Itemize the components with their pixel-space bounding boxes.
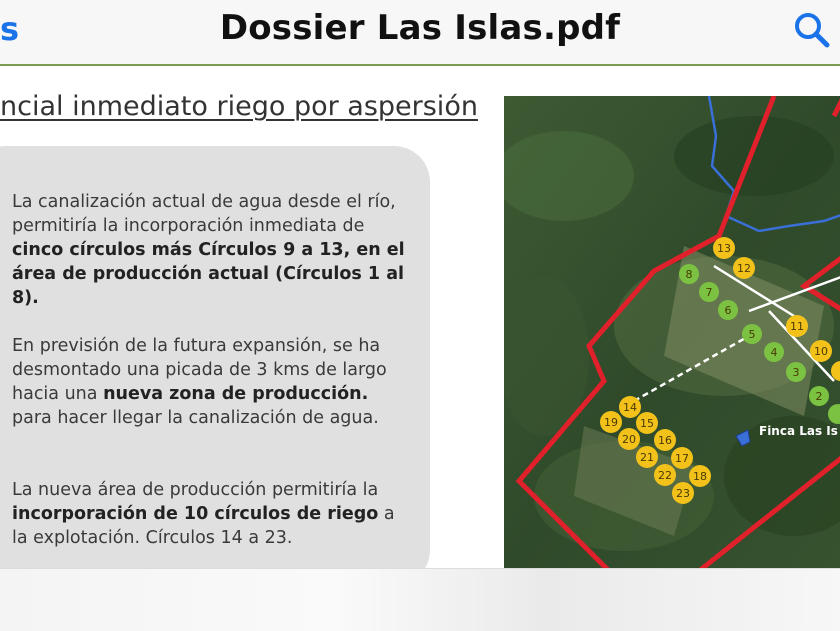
svg-text:23: 23 xyxy=(676,487,690,500)
svg-text:14: 14 xyxy=(623,401,637,414)
svg-text:4: 4 xyxy=(770,346,778,359)
finca-label: Finca Las Is xyxy=(759,424,838,438)
top-navigation-bar xyxy=(0,0,840,66)
p3-bold: incorporación de 10 círculos de riego xyxy=(12,504,379,524)
back-button[interactable]: s xyxy=(0,10,20,48)
pdf-page xyxy=(0,66,840,568)
slide-heading: ncial inmediato riego por aspersión xyxy=(0,91,478,122)
p2-bold: nueva zona de producción. xyxy=(103,384,369,404)
svg-text:11: 11 xyxy=(790,320,804,333)
p3-text: La nueva área de producción permitiría la xyxy=(12,480,379,500)
document-title: Dossier Las Islas.pdf xyxy=(219,8,621,48)
satellite-map xyxy=(504,96,840,568)
svg-text:20: 20 xyxy=(622,433,636,446)
svg-text:15: 15 xyxy=(640,417,654,430)
search-icon xyxy=(790,8,834,52)
svg-text:2: 2 xyxy=(815,390,823,403)
svg-text:10: 10 xyxy=(814,345,828,358)
paragraph-new-production-area xyxy=(12,478,412,550)
svg-text:22: 22 xyxy=(658,469,672,482)
p1-text: La canalización actual de agua desde el río, permitiría la incorporación inmediata de xyxy=(12,192,396,236)
svg-text:8: 8 xyxy=(685,268,693,281)
svg-text:5: 5 xyxy=(748,328,756,341)
svg-text:21: 21 xyxy=(640,451,654,464)
svg-text:19: 19 xyxy=(604,416,618,429)
svg-text:7: 7 xyxy=(705,286,713,299)
p2-text: En previsión de la futura expansión, se ha desmontado una picada de 3 kms de largo hacia una xyxy=(12,336,387,404)
svg-text:12: 12 xyxy=(737,262,751,275)
map-image xyxy=(504,96,840,568)
p1-bold: cinco círculos más Círculos 9 a 13, en el área de producción actual (Círculos 1 al 8). xyxy=(12,240,405,308)
paragraph-current-canalization xyxy=(12,190,412,310)
svg-text:17: 17 xyxy=(675,452,689,465)
svg-text:18: 18 xyxy=(693,470,707,483)
paragraph-future-expansion xyxy=(12,334,412,430)
bottom-toolbar-area xyxy=(0,568,840,631)
search-button[interactable] xyxy=(790,8,834,52)
svg-text:16: 16 xyxy=(658,434,672,447)
svg-text:13: 13 xyxy=(717,242,731,255)
svg-text:6: 6 xyxy=(724,304,732,317)
p3-text-end: a la explotación. Círculos 14 a 23. xyxy=(12,504,395,548)
svg-text:3: 3 xyxy=(792,366,800,379)
p2-text-end: para hacer llegar la canalización de agua. xyxy=(12,408,379,428)
